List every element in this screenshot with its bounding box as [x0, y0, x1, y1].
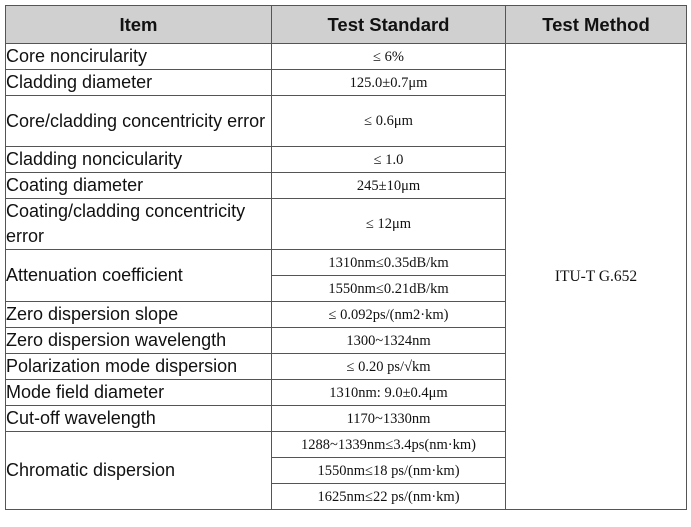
standard-zero-dispersion-wavelength: 1300~1324nm: [272, 328, 506, 354]
specification-table: [5, 5, 687, 510]
standard-cutoff-wavelength: 1170~1330nm: [272, 406, 506, 432]
table-row: [6, 44, 687, 70]
standard-cladding-diameter: 125.0±0.7μm: [272, 70, 506, 96]
header-test-method: Test Method: [506, 6, 687, 44]
item-cutoff-wavelength: Cut-off wavelength: [6, 406, 272, 432]
standard-mode-field-diameter: 1310nm: 9.0±0.4μm: [272, 380, 506, 406]
standard-core-cladding-concentricity: ≤ 0.6μm: [272, 96, 506, 147]
header-test-standard: Test Standard: [272, 6, 506, 44]
item-core-cladding-concentricity: Core/cladding concentricity error: [6, 96, 272, 147]
standard-coating-diameter: 245±10μm: [272, 173, 506, 199]
standard-cladding-noncircularity: ≤ 1.0: [272, 147, 506, 173]
item-chromatic-dispersion: Chromatic dispersion: [6, 432, 272, 510]
item-cladding-diameter: Cladding diameter: [6, 70, 272, 96]
standard-attenuation-1550: 1550nm≤0.21dB/km: [272, 276, 506, 302]
header-row: [6, 6, 687, 44]
item-coating-cladding-concentricity: Coating/cladding concentricity error: [6, 199, 272, 250]
standard-polarization-mode-dispersion: ≤ 0.20 ps/√km: [272, 354, 506, 380]
standard-attenuation-1310: 1310nm≤0.35dB/km: [272, 250, 506, 276]
item-mode-field-diameter: Mode field diameter: [6, 380, 272, 406]
standard-coating-cladding-concentricity: ≤ 12μm: [272, 199, 506, 250]
item-core-noncircularity: Core noncirularity: [6, 44, 272, 70]
standard-chromatic-dispersion-1625: 1625nm≤22 ps/(nm·km): [272, 484, 506, 510]
standard-core-noncircularity: ≤ 6%: [272, 44, 506, 70]
standard-chromatic-dispersion-range: 1288~1339nm≤3.4ps(nm·km): [272, 432, 506, 458]
item-attenuation-coefficient: Attenuation coefficient: [6, 250, 272, 302]
item-zero-dispersion-wavelength: Zero dispersion wavelength: [6, 328, 272, 354]
standard-chromatic-dispersion-1550: 1550nm≤18 ps/(nm·km): [272, 458, 506, 484]
item-coating-diameter: Coating diameter: [6, 173, 272, 199]
standard-zero-dispersion-slope: ≤ 0.092ps/(nm2·km): [272, 302, 506, 328]
item-cladding-noncircularity: Cladding noncicularity: [6, 147, 272, 173]
item-polarization-mode-dispersion: Polarization mode dispersion: [6, 354, 272, 380]
header-item: Item: [6, 6, 272, 44]
item-zero-dispersion-slope: Zero dispersion slope: [6, 302, 272, 328]
test-method-value: ITU-T G.652: [506, 44, 687, 510]
